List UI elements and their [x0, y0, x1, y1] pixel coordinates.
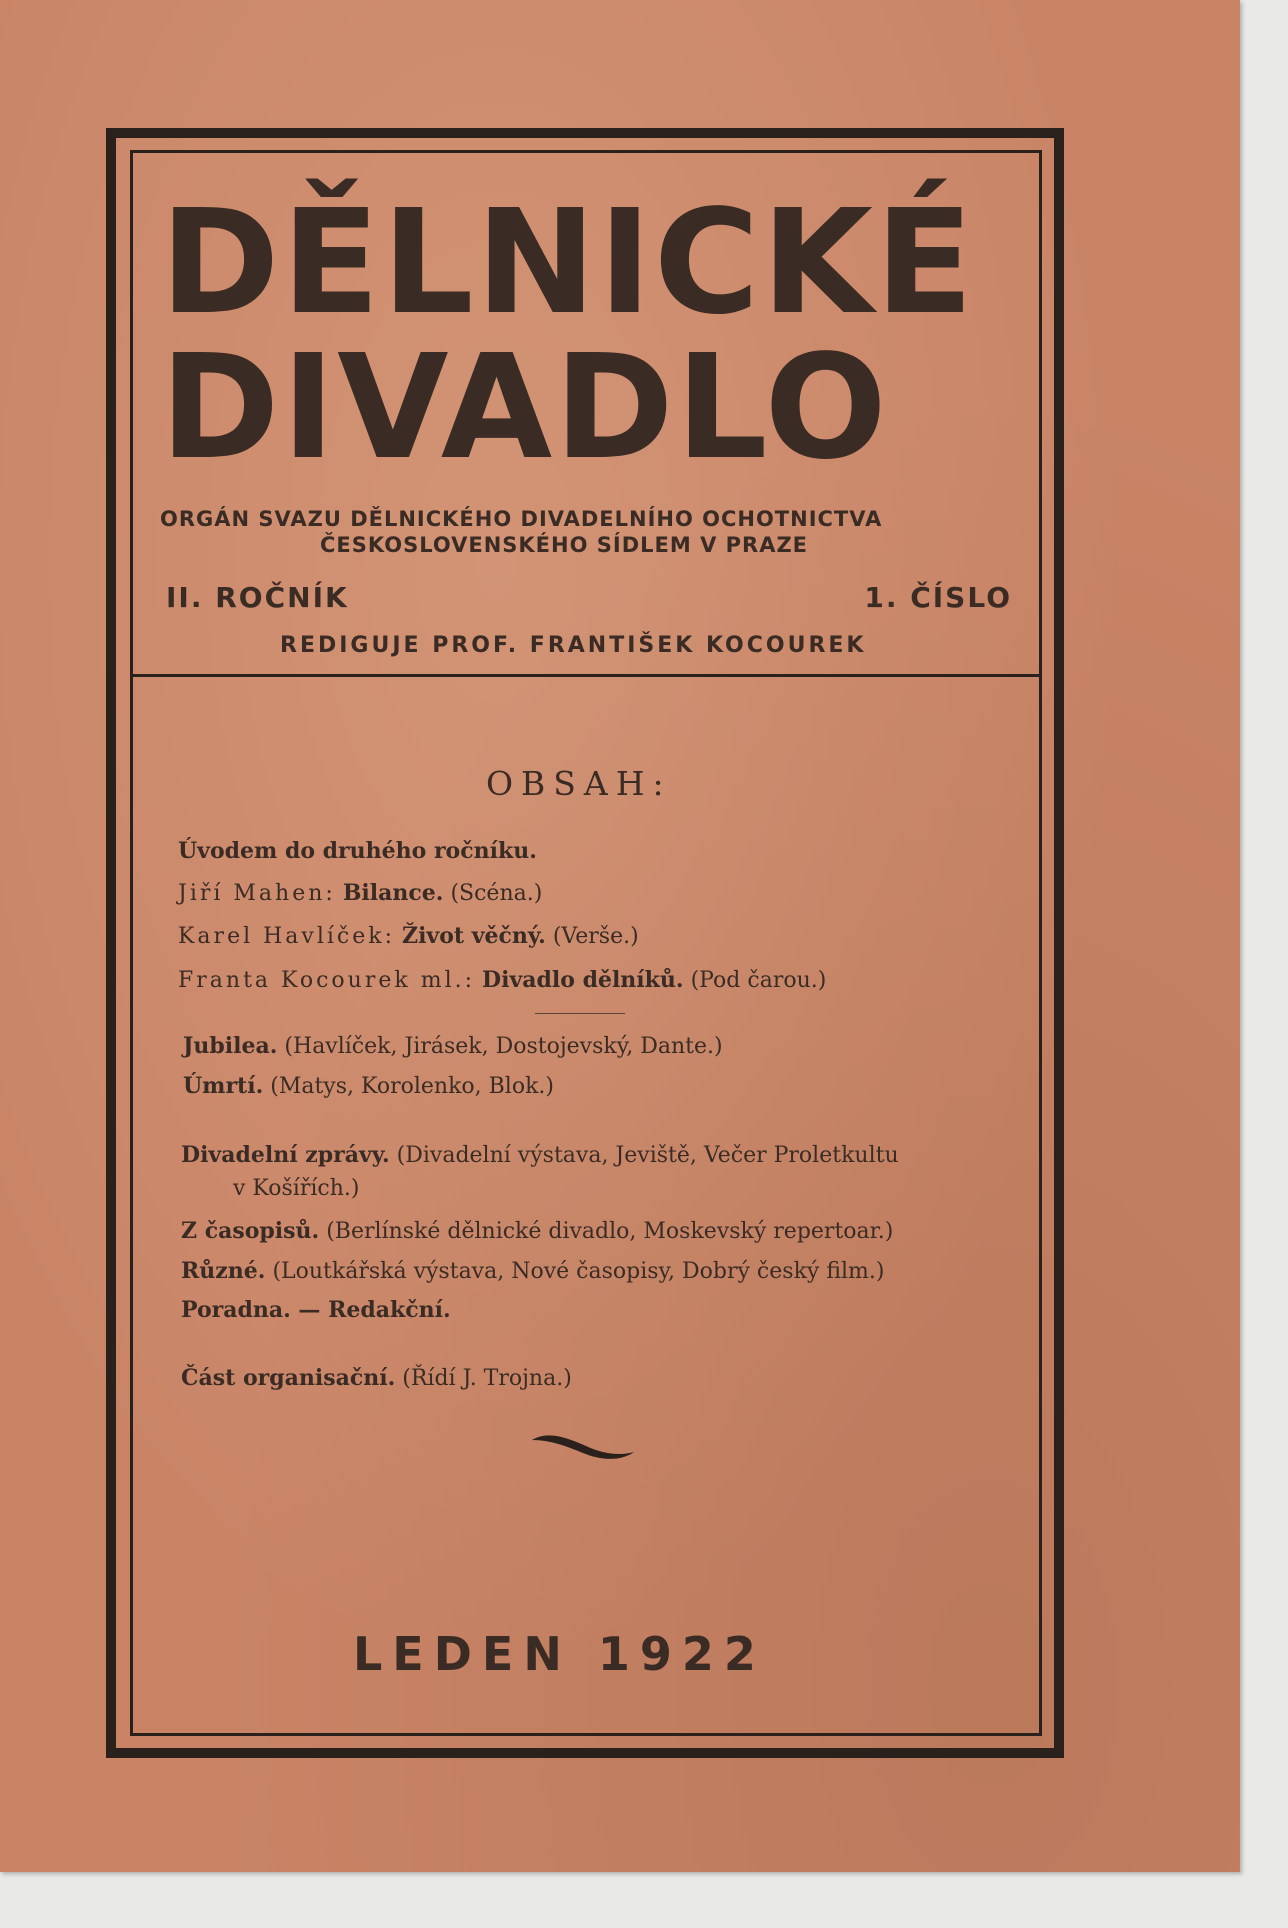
- issue-label: 1. ČÍSLO: [864, 581, 1012, 614]
- toc-entry: [178, 880, 542, 906]
- toc-entry-note: (Havlíček, Jirásek, Dostojevský, Dante.): [284, 1034, 723, 1059]
- toc-entry-note: (Pod čarou.): [690, 968, 827, 993]
- toc-entry-title: Část organisační.: [181, 1365, 396, 1391]
- issue-date: LEDEN 1922: [353, 1627, 766, 1681]
- toc-entry-author: Jiří Mahen:: [178, 881, 336, 906]
- toc-entry: [181, 1297, 451, 1323]
- volume-label: II. ROČNÍK: [166, 581, 349, 614]
- toc-entry-note: (Matys, Korolenko, Blok.): [270, 1074, 554, 1099]
- toc-entry: [183, 1033, 723, 1059]
- toc-entry-author: Karel Havlíček:: [178, 924, 396, 949]
- toc-entry-title: Různé.: [181, 1258, 266, 1284]
- toc-entry-note: (Verše.): [552, 924, 639, 949]
- subtitle-line-1: ORGÁN SVAZU DĚLNICKÉHO DIVADELNÍHO OCHOTNICTVA: [160, 507, 883, 531]
- header-divider: [130, 674, 1042, 677]
- toc-entry: [181, 1142, 899, 1168]
- toc-entry-title: Divadlo dělníků.: [482, 967, 684, 993]
- toc-entry-title: Život věčný.: [402, 923, 546, 949]
- toc-entry-note: v Košířích.): [233, 1176, 360, 1201]
- editor-line: REDIGUJE PROF. FRANTIŠEK KOCOUREK: [280, 633, 867, 658]
- toc-entry-title: Úmrtí.: [183, 1073, 264, 1099]
- toc-entry: [178, 838, 537, 864]
- toc-entry-title: Z časopisů.: [181, 1218, 320, 1244]
- toc-entry: [178, 923, 639, 949]
- toc-entry: [183, 1073, 554, 1099]
- ornament-swash: [528, 1428, 638, 1468]
- toc-entry-title: Jubilea.: [183, 1033, 278, 1059]
- toc-entry-note: (Scéna.): [450, 881, 543, 906]
- section-rule: [535, 1013, 625, 1014]
- toc-entry: [178, 967, 826, 993]
- toc-entry-note: (Loutkářská výstava, Nové časopisy, Dobrý český film.): [272, 1259, 885, 1284]
- toc-entry-title: Divadelní zprávy.: [181, 1142, 390, 1168]
- toc-entry-title: Bilance.: [342, 880, 444, 906]
- title-line-2: DIVADLO: [160, 323, 889, 491]
- toc-entry-note: (Berlínské dělnické divadlo, Moskevský repertoar.): [326, 1219, 894, 1244]
- toc-entry-author: Franta Kocourek ml.:: [178, 968, 476, 993]
- toc-entry-note: (Divadelní výstava, Jeviště, Večer Proletkultu: [396, 1143, 899, 1168]
- title-line-1: DĚLNICKÉ: [160, 178, 976, 346]
- toc-entry: [181, 1218, 893, 1244]
- toc-entry-title: Úvodem do druhého ročníku.: [178, 838, 537, 864]
- toc-entry: [181, 1258, 884, 1284]
- toc-entry-note: (Řídí J. Trojna.): [402, 1366, 572, 1391]
- subtitle-line-2: ČESKOSLOVENSKÉHO SÍDLEM V PRAZE: [320, 533, 809, 557]
- toc-entry-title: Poradna. — Redakční.: [181, 1297, 451, 1323]
- toc-entry: [181, 1365, 572, 1391]
- contents-heading: OBSAH:: [486, 764, 672, 803]
- volume-issue-row: [166, 581, 1012, 617]
- toc-entry-continuation: [233, 1176, 359, 1201]
